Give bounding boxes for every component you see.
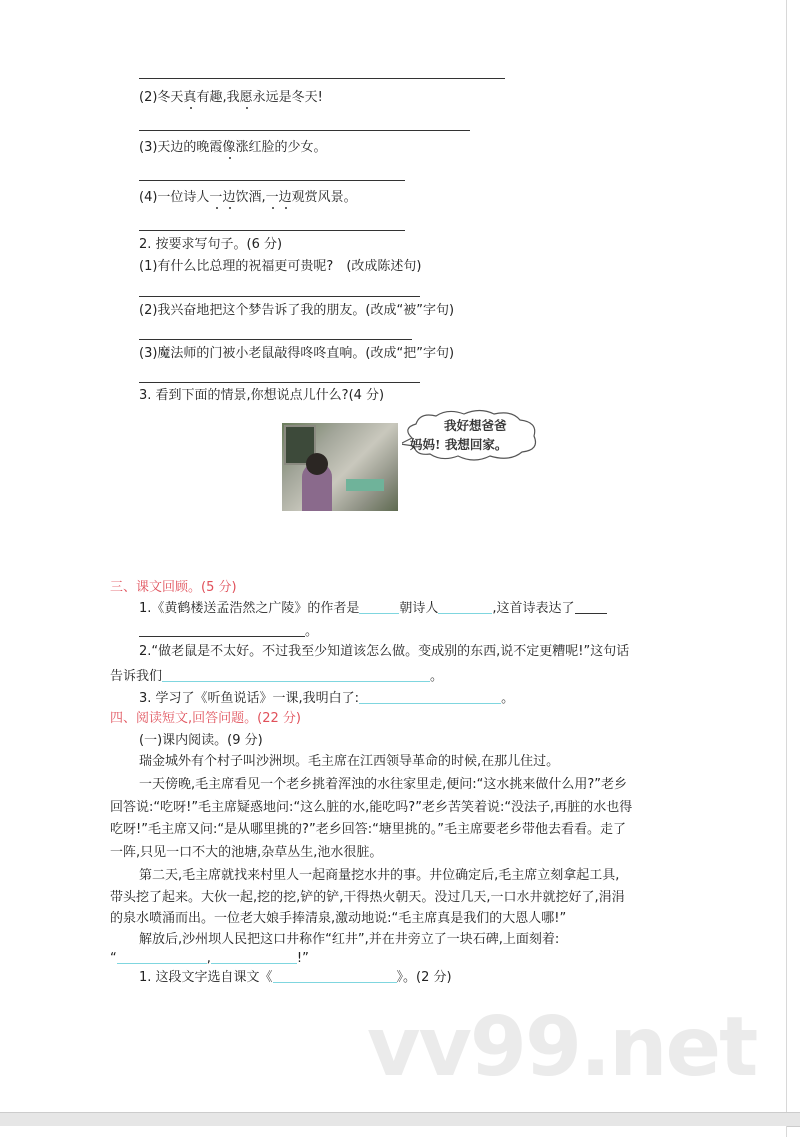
section-3-q2: 2.“做老鼠是不太好。不过我至少知道该怎么做。变成别的东西,说不定更糟呢!”这句话 <box>139 644 630 659</box>
question-2: (2)冬天真有趣,我愿永远是冬天! <box>139 90 323 105</box>
paragraph-line: 吃呀!”毛主席又问:“是从哪里挑的?”老乡回答:“塘里挑的。”毛主席要老乡带他去看看。走了 <box>110 822 627 837</box>
scene-photo <box>282 423 398 511</box>
answer-line <box>139 230 405 231</box>
answer-blank[interactable] <box>438 601 492 614</box>
section-3-q3: 3. 学习了《听鱼说话》一课,我明白了: 。 <box>139 691 515 706</box>
paragraph-line: 的泉水喷涌而出。一位老大娘手捧清泉,激动地说:“毛主席真是我们的大恩人哪!” <box>110 911 567 926</box>
answer-line <box>139 180 405 181</box>
section-3-q1-cont: 。 <box>139 624 318 640</box>
paragraph-line: 解放后,沙州坝人民把这口井称作“红井”,并在井旁立了一块石碑,上面刻着: <box>139 932 560 947</box>
question-3: (3)天边的晚霞像涨红脸的少女。 <box>139 140 327 155</box>
section-4-heading: 四、阅读短文,回答问题。(22 分) <box>110 711 301 726</box>
watermark: vv99.net <box>367 1000 757 1095</box>
bubble-line-1: 我好想爸爸 <box>444 418 507 433</box>
task-3-title: 3. 看到下面的情景,你想说点儿什么?(4 分) <box>139 388 385 403</box>
next-page <box>0 1126 787 1137</box>
task-2-item-3: (3)魔法师的门被小老鼠敲得咚咚直响。(改成“把”字句) <box>139 346 455 361</box>
answer-line <box>139 382 420 383</box>
answer-blank[interactable] <box>162 669 430 682</box>
section-4-q1: 1. 这段文字选自课文《 》。(2 分) <box>139 970 452 985</box>
answer-line <box>139 339 412 340</box>
paragraph-line: 回答说:“吃呀!”毛主席疑惑地问:“这么脏的水,能吃吗?”老乡苦笑着说:“没法子,再脏的水也得 <box>110 800 633 815</box>
paragraph-line: 瑞金城外有个村子叫沙洲坝。毛主席在江西领导革命的时候,在那儿住过。 <box>139 754 560 769</box>
paragraph-line: 一阵,只见一口不大的池塘,杂草丛生,池水很脏。 <box>110 845 383 860</box>
section-3-heading: 三、课文回顾。(5 分) <box>110 580 237 595</box>
task-2-item-2: (2)我兴奋地把这个梦告诉了我的朋友。(改成“被”字句) <box>139 303 455 318</box>
answer-line <box>139 78 505 79</box>
task-2-title: 2. 按要求写句子。(6 分) <box>139 237 283 252</box>
section-4-sub: (一)课内阅读。(9 分) <box>139 733 263 748</box>
task-2-item-1: (1)有什么比总理的祝福更可贵呢? (改成陈述句) <box>139 259 422 274</box>
speech-bubble <box>402 408 540 462</box>
answer-blank[interactable] <box>139 624 305 637</box>
paragraph-line: 一天傍晚,毛主席看见一个老乡挑着浑浊的水往家里走,便问:“这水挑来做什么用?”老乡 <box>139 777 628 792</box>
answer-blank[interactable] <box>359 601 399 614</box>
inscription-blanks: “ , !” <box>110 951 309 966</box>
answer-line <box>139 296 420 297</box>
answer-blank[interactable] <box>117 951 207 964</box>
bubble-line-2: 妈妈! 我想回家。 <box>410 437 508 452</box>
answer-blank[interactable] <box>575 601 607 614</box>
section-3-q1: 1.《黄鹤楼送孟浩然之广陵》的作者是 朝诗人 ,这首诗表达了 <box>139 601 607 617</box>
paragraph-line: 带头挖了起来。大伙一起,挖的挖,铲的铲,干得热火朝天。没过几天,一口水井就挖好了,涓涓 <box>110 890 625 905</box>
page-separator <box>0 1112 800 1127</box>
paragraph-line: 第二天,毛主席就找来村里人一起商量挖水井的事。井位确定后,毛主席立刻拿起工具, <box>139 868 620 883</box>
answer-blank[interactable] <box>211 951 297 964</box>
question-4: (4)一位诗人一边饮酒,一边观赏风景。 <box>139 190 357 205</box>
answer-blank[interactable] <box>273 970 397 983</box>
answer-line <box>139 130 470 131</box>
section-3-q2-cont: 告诉我们 。 <box>110 669 444 684</box>
answer-blank[interactable] <box>359 691 501 704</box>
